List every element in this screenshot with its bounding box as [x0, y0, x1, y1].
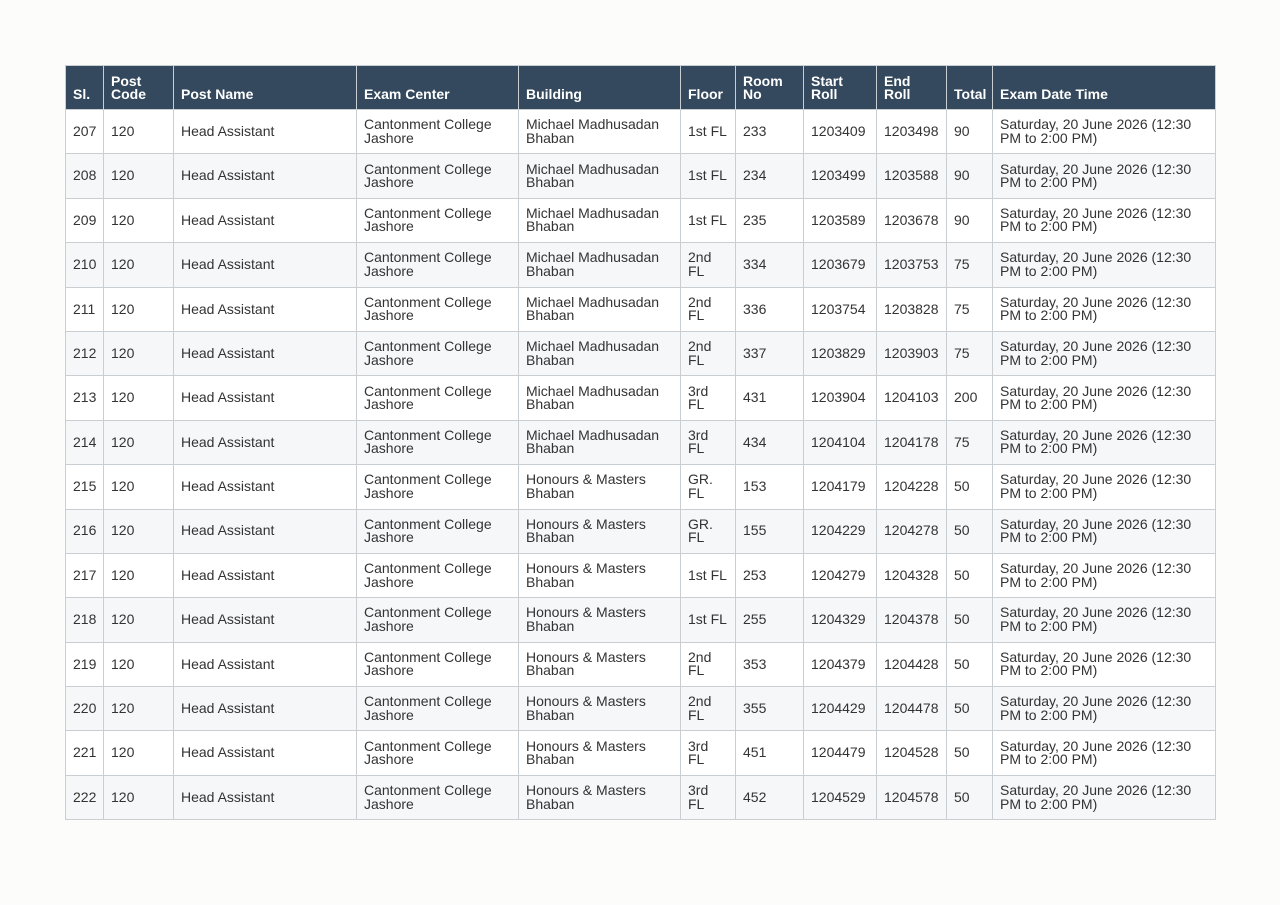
- table-row: [66, 642, 1216, 686]
- cell-floor: 2nd FL: [681, 687, 736, 731]
- header-building: Building: [519, 66, 681, 110]
- cell-building: Honours & Masters Bhaban: [519, 731, 681, 775]
- cell-post-name: Head Assistant: [174, 154, 357, 198]
- cell-post-name: Head Assistant: [174, 243, 357, 287]
- cell-exam-center: Cantonment College Jashore: [357, 243, 519, 287]
- cell-end-roll: 1203678: [877, 198, 947, 242]
- cell-floor: 3rd FL: [681, 420, 736, 464]
- cell-room-no: 253: [736, 553, 804, 597]
- cell-sl: 218: [66, 598, 104, 642]
- cell-post-code: 120: [104, 509, 174, 553]
- cell-floor: 1st FL: [681, 553, 736, 597]
- cell-end-roll: 1204578: [877, 775, 947, 819]
- cell-room-no: 337: [736, 331, 804, 375]
- cell-room-no: 255: [736, 598, 804, 642]
- cell-building: Michael Madhusadan Bhaban: [519, 110, 681, 154]
- cell-sl: 220: [66, 687, 104, 731]
- cell-total: 50: [947, 553, 993, 597]
- cell-total: 50: [947, 465, 993, 509]
- cell-room-no: 234: [736, 154, 804, 198]
- cell-exam-center: Cantonment College Jashore: [357, 642, 519, 686]
- cell-exam-center: Cantonment College Jashore: [357, 287, 519, 331]
- cell-end-roll: 1204478: [877, 687, 947, 731]
- header-exam-date-time: Exam Date Time: [993, 66, 1216, 110]
- cell-post-code: 120: [104, 110, 174, 154]
- cell-post-name: Head Assistant: [174, 553, 357, 597]
- cell-room-no: 355: [736, 687, 804, 731]
- cell-end-roll: 1204328: [877, 553, 947, 597]
- cell-building: Michael Madhusadan Bhaban: [519, 287, 681, 331]
- cell-building: Honours & Masters Bhaban: [519, 687, 681, 731]
- table-body: [66, 110, 1216, 820]
- cell-start-roll: 1204279: [804, 553, 877, 597]
- cell-exam-center: Cantonment College Jashore: [357, 376, 519, 420]
- cell-exam-center: Cantonment College Jashore: [357, 465, 519, 509]
- header-sl: Sl.: [66, 66, 104, 110]
- cell-room-no: 451: [736, 731, 804, 775]
- cell-exam-center: Cantonment College Jashore: [357, 420, 519, 464]
- cell-floor: 2nd FL: [681, 331, 736, 375]
- cell-building: Honours & Masters Bhaban: [519, 598, 681, 642]
- cell-exam-date-time: Saturday, 20 June 2026 (12:30 PM to 2:00 PM): [993, 642, 1216, 686]
- cell-floor: 3rd FL: [681, 775, 736, 819]
- cell-end-roll: 1203588: [877, 154, 947, 198]
- cell-sl: 214: [66, 420, 104, 464]
- cell-start-roll: 1203754: [804, 287, 877, 331]
- cell-total: 90: [947, 154, 993, 198]
- cell-floor: 1st FL: [681, 198, 736, 242]
- cell-post-code: 120: [104, 687, 174, 731]
- cell-end-roll: 1204278: [877, 509, 947, 553]
- cell-post-code: 120: [104, 331, 174, 375]
- cell-exam-center: Cantonment College Jashore: [357, 553, 519, 597]
- header-exam-center: Exam Center: [357, 66, 519, 110]
- header-room-no: Room No: [736, 66, 804, 110]
- cell-exam-date-time: Saturday, 20 June 2026 (12:30 PM to 2:00 PM): [993, 331, 1216, 375]
- cell-floor: 2nd FL: [681, 642, 736, 686]
- cell-end-roll: 1203903: [877, 331, 947, 375]
- cell-end-roll: 1203828: [877, 287, 947, 331]
- cell-end-roll: 1203498: [877, 110, 947, 154]
- cell-total: 200: [947, 376, 993, 420]
- cell-sl: 219: [66, 642, 104, 686]
- cell-start-roll: 1203409: [804, 110, 877, 154]
- cell-end-roll: 1204103: [877, 376, 947, 420]
- header-floor: Floor: [681, 66, 736, 110]
- header-start-roll: Start Roll: [804, 66, 877, 110]
- cell-exam-date-time: Saturday, 20 June 2026 (12:30 PM to 2:00 PM): [993, 198, 1216, 242]
- cell-sl: 207: [66, 110, 104, 154]
- cell-floor: 3rd FL: [681, 731, 736, 775]
- cell-start-roll: 1204104: [804, 420, 877, 464]
- table-header: [66, 66, 1216, 110]
- cell-sl: 215: [66, 465, 104, 509]
- cell-start-roll: 1204329: [804, 598, 877, 642]
- cell-floor: 1st FL: [681, 154, 736, 198]
- cell-floor: GR. FL: [681, 465, 736, 509]
- cell-post-code: 120: [104, 287, 174, 331]
- cell-start-roll: 1204179: [804, 465, 877, 509]
- cell-building: Honours & Masters Bhaban: [519, 553, 681, 597]
- cell-post-name: Head Assistant: [174, 775, 357, 819]
- cell-exam-date-time: Saturday, 20 June 2026 (12:30 PM to 2:00 PM): [993, 687, 1216, 731]
- cell-building: Michael Madhusadan Bhaban: [519, 420, 681, 464]
- cell-start-roll: 1204479: [804, 731, 877, 775]
- cell-sl: 222: [66, 775, 104, 819]
- table-row: [66, 687, 1216, 731]
- cell-total: 50: [947, 687, 993, 731]
- cell-floor: GR. FL: [681, 509, 736, 553]
- cell-end-roll: 1204428: [877, 642, 947, 686]
- cell-post-code: 120: [104, 731, 174, 775]
- table-row: [66, 420, 1216, 464]
- cell-post-code: 120: [104, 598, 174, 642]
- cell-total: 75: [947, 243, 993, 287]
- cell-floor: 1st FL: [681, 598, 736, 642]
- cell-floor: 1st FL: [681, 110, 736, 154]
- cell-post-code: 120: [104, 642, 174, 686]
- table-row: [66, 243, 1216, 287]
- cell-room-no: 155: [736, 509, 804, 553]
- header-post-code: Post Code: [104, 66, 174, 110]
- cell-start-roll: 1204229: [804, 509, 877, 553]
- cell-end-roll: 1204228: [877, 465, 947, 509]
- cell-total: 90: [947, 110, 993, 154]
- cell-building: Honours & Masters Bhaban: [519, 509, 681, 553]
- cell-post-code: 120: [104, 154, 174, 198]
- table-row: [66, 731, 1216, 775]
- table-row: [66, 465, 1216, 509]
- cell-exam-date-time: Saturday, 20 June 2026 (12:30 PM to 2:00 PM): [993, 376, 1216, 420]
- table-row: [66, 509, 1216, 553]
- cell-room-no: 353: [736, 642, 804, 686]
- cell-exam-date-time: Saturday, 20 June 2026 (12:30 PM to 2:00 PM): [993, 110, 1216, 154]
- cell-exam-center: Cantonment College Jashore: [357, 154, 519, 198]
- cell-start-roll: 1203679: [804, 243, 877, 287]
- cell-post-name: Head Assistant: [174, 465, 357, 509]
- cell-exam-date-time: Saturday, 20 June 2026 (12:30 PM to 2:00 PM): [993, 465, 1216, 509]
- cell-post-code: 120: [104, 376, 174, 420]
- cell-post-name: Head Assistant: [174, 331, 357, 375]
- cell-exam-date-time: Saturday, 20 June 2026 (12:30 PM to 2:00 PM): [993, 154, 1216, 198]
- cell-post-name: Head Assistant: [174, 509, 357, 553]
- cell-start-roll: 1203589: [804, 198, 877, 242]
- cell-total: 50: [947, 509, 993, 553]
- cell-post-code: 120: [104, 198, 174, 242]
- cell-start-roll: 1203829: [804, 331, 877, 375]
- table-row: [66, 331, 1216, 375]
- cell-end-roll: 1204528: [877, 731, 947, 775]
- cell-sl: 221: [66, 731, 104, 775]
- cell-start-roll: 1203904: [804, 376, 877, 420]
- cell-room-no: 431: [736, 376, 804, 420]
- cell-exam-date-time: Saturday, 20 June 2026 (12:30 PM to 2:00 PM): [993, 775, 1216, 819]
- cell-room-no: 452: [736, 775, 804, 819]
- cell-building: Michael Madhusadan Bhaban: [519, 154, 681, 198]
- cell-post-name: Head Assistant: [174, 420, 357, 464]
- cell-exam-date-time: Saturday, 20 June 2026 (12:30 PM to 2:00 PM): [993, 509, 1216, 553]
- cell-end-roll: 1204378: [877, 598, 947, 642]
- cell-building: Honours & Masters Bhaban: [519, 465, 681, 509]
- cell-room-no: 434: [736, 420, 804, 464]
- cell-post-name: Head Assistant: [174, 287, 357, 331]
- seat-plan-sheet: [65, 65, 1215, 820]
- cell-sl: 217: [66, 553, 104, 597]
- cell-start-roll: 1204379: [804, 642, 877, 686]
- cell-post-name: Head Assistant: [174, 598, 357, 642]
- cell-sl: 209: [66, 198, 104, 242]
- cell-building: Michael Madhusadan Bhaban: [519, 376, 681, 420]
- cell-total: 75: [947, 331, 993, 375]
- table-row: [66, 198, 1216, 242]
- cell-start-roll: 1204529: [804, 775, 877, 819]
- cell-post-name: Head Assistant: [174, 110, 357, 154]
- table-row: [66, 110, 1216, 154]
- cell-exam-date-time: Saturday, 20 June 2026 (12:30 PM to 2:00 PM): [993, 731, 1216, 775]
- cell-end-roll: 1204178: [877, 420, 947, 464]
- header-row: [66, 66, 1216, 110]
- cell-room-no: 336: [736, 287, 804, 331]
- header-end-roll: End Roll: [877, 66, 947, 110]
- cell-post-code: 120: [104, 420, 174, 464]
- cell-sl: 211: [66, 287, 104, 331]
- cell-sl: 210: [66, 243, 104, 287]
- cell-total: 50: [947, 731, 993, 775]
- cell-room-no: 233: [736, 110, 804, 154]
- cell-total: 50: [947, 775, 993, 819]
- cell-room-no: 334: [736, 243, 804, 287]
- cell-building: Michael Madhusadan Bhaban: [519, 331, 681, 375]
- cell-end-roll: 1203753: [877, 243, 947, 287]
- seat-plan-table: [65, 65, 1216, 820]
- table-row: [66, 287, 1216, 331]
- table-row: [66, 376, 1216, 420]
- cell-exam-date-time: Saturday, 20 June 2026 (12:30 PM to 2:00 PM): [993, 420, 1216, 464]
- cell-exam-center: Cantonment College Jashore: [357, 509, 519, 553]
- cell-exam-center: Cantonment College Jashore: [357, 331, 519, 375]
- cell-floor: 2nd FL: [681, 287, 736, 331]
- cell-exam-date-time: Saturday, 20 June 2026 (12:30 PM to 2:00 PM): [993, 598, 1216, 642]
- cell-exam-date-time: Saturday, 20 June 2026 (12:30 PM to 2:00 PM): [993, 553, 1216, 597]
- table-row: [66, 775, 1216, 819]
- cell-building: Michael Madhusadan Bhaban: [519, 243, 681, 287]
- cell-building: Michael Madhusadan Bhaban: [519, 198, 681, 242]
- cell-total: 75: [947, 287, 993, 331]
- cell-post-name: Head Assistant: [174, 687, 357, 731]
- cell-sl: 213: [66, 376, 104, 420]
- cell-post-code: 120: [104, 243, 174, 287]
- cell-exam-center: Cantonment College Jashore: [357, 775, 519, 819]
- cell-post-name: Head Assistant: [174, 376, 357, 420]
- cell-room-no: 235: [736, 198, 804, 242]
- header-total: Total: [947, 66, 993, 110]
- cell-post-code: 120: [104, 465, 174, 509]
- cell-total: 90: [947, 198, 993, 242]
- cell-post-name: Head Assistant: [174, 731, 357, 775]
- table-row: [66, 154, 1216, 198]
- cell-post-code: 120: [104, 553, 174, 597]
- cell-building: Honours & Masters Bhaban: [519, 642, 681, 686]
- cell-post-code: 120: [104, 775, 174, 819]
- header-post-name: Post Name: [174, 66, 357, 110]
- cell-sl: 212: [66, 331, 104, 375]
- cell-exam-date-time: Saturday, 20 June 2026 (12:30 PM to 2:00 PM): [993, 243, 1216, 287]
- cell-start-roll: 1203499: [804, 154, 877, 198]
- cell-exam-center: Cantonment College Jashore: [357, 731, 519, 775]
- table-row: [66, 598, 1216, 642]
- cell-exam-date-time: Saturday, 20 June 2026 (12:30 PM to 2:00 PM): [993, 287, 1216, 331]
- cell-exam-center: Cantonment College Jashore: [357, 110, 519, 154]
- cell-start-roll: 1204429: [804, 687, 877, 731]
- cell-floor: 2nd FL: [681, 243, 736, 287]
- cell-room-no: 153: [736, 465, 804, 509]
- cell-sl: 216: [66, 509, 104, 553]
- cell-floor: 3rd FL: [681, 376, 736, 420]
- table-row: [66, 553, 1216, 597]
- cell-total: 75: [947, 420, 993, 464]
- cell-total: 50: [947, 642, 993, 686]
- cell-building: Honours & Masters Bhaban: [519, 775, 681, 819]
- cell-exam-center: Cantonment College Jashore: [357, 687, 519, 731]
- cell-exam-center: Cantonment College Jashore: [357, 198, 519, 242]
- cell-exam-center: Cantonment College Jashore: [357, 598, 519, 642]
- cell-post-name: Head Assistant: [174, 198, 357, 242]
- cell-sl: 208: [66, 154, 104, 198]
- cell-post-name: Head Assistant: [174, 642, 357, 686]
- cell-total: 50: [947, 598, 993, 642]
